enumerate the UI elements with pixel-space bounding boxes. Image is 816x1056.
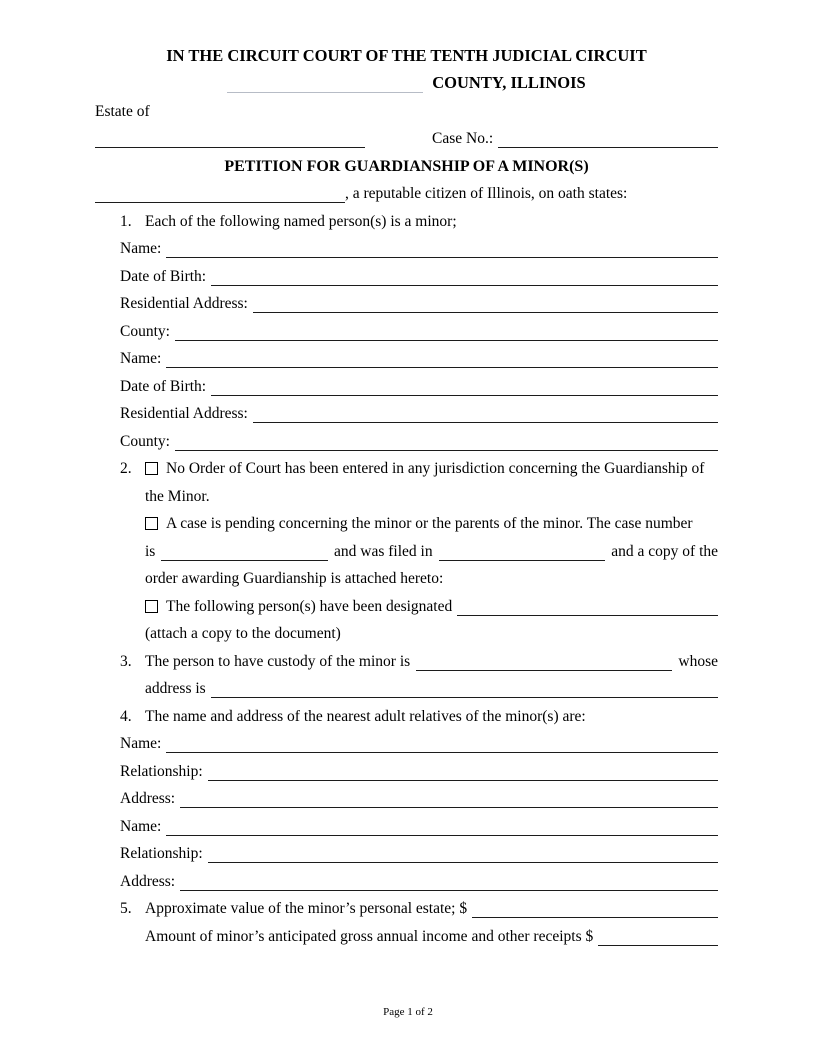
estate-name-blank[interactable] bbox=[95, 131, 365, 148]
filed-in-blank[interactable] bbox=[439, 543, 606, 560]
designated-checkbox[interactable] bbox=[145, 600, 158, 613]
address-label: Address: bbox=[120, 790, 176, 807]
case-pending-is: is bbox=[145, 542, 156, 560]
intro-row bbox=[95, 176, 718, 204]
estate-of-label: Estate of bbox=[95, 102, 150, 120]
court-header: IN THE CIRCUIT COURT OF THE TENTH JUDICIAL CIRCUIT bbox=[166, 45, 647, 65]
item-3-whose: whose bbox=[678, 652, 718, 670]
relative2-name-row bbox=[95, 808, 718, 836]
no-order-text-line1: No Order of Court has been entered in any jurisdiction concerning the Guardianship of bbox=[166, 460, 705, 477]
minor2-address-row bbox=[95, 396, 718, 424]
custody-person-blank[interactable] bbox=[416, 653, 672, 670]
case-pending-cont-row bbox=[95, 561, 718, 589]
relationship-label: Relationship: bbox=[120, 845, 203, 862]
minor1-dob-row bbox=[95, 258, 718, 286]
form-title: PETITION FOR GUARDIANSHIP OF A MINOR(S) bbox=[224, 157, 589, 175]
no-order-text-line2: the Minor. bbox=[145, 487, 210, 505]
relative1-name-blank[interactable] bbox=[166, 736, 718, 753]
intro-text: , a reputable citizen of Illinois, on oath states: bbox=[345, 185, 628, 202]
designated-blank[interactable] bbox=[457, 598, 718, 615]
minor2-county-row bbox=[95, 423, 718, 451]
minor2-dob-row bbox=[95, 368, 718, 396]
case-pending-filed: and was filed in bbox=[334, 542, 433, 560]
relative2-address-blank[interactable] bbox=[180, 873, 718, 890]
minor2-county-blank[interactable] bbox=[175, 433, 718, 450]
designated-row bbox=[95, 588, 718, 616]
name-label: Name: bbox=[120, 350, 162, 367]
item-4-row bbox=[95, 698, 718, 726]
court-header-row bbox=[95, 38, 718, 66]
relative1-name-row bbox=[95, 726, 718, 754]
case-pending-text-line1: A case is pending concerning the minor or the parents of the minor. The case number bbox=[166, 515, 693, 532]
address-label: Address: bbox=[120, 872, 176, 890]
relative1-address-blank[interactable] bbox=[180, 791, 718, 808]
name-label: Name: bbox=[120, 735, 162, 752]
item-4-text: The name and address of the nearest adult relatives of the minor(s) are: bbox=[145, 707, 586, 725]
custody-address-blank[interactable] bbox=[211, 681, 718, 698]
case-pending-copy: and a copy of the bbox=[611, 542, 719, 560]
estate-value-blank[interactable] bbox=[472, 901, 718, 918]
case-pending-blanks-row bbox=[95, 533, 718, 561]
case-pending-row bbox=[95, 506, 718, 534]
relative2-name-blank[interactable] bbox=[166, 818, 718, 835]
minor2-address-blank[interactable] bbox=[253, 406, 718, 423]
item-4-number: 4. bbox=[120, 707, 132, 725]
item-1-number: 1. bbox=[120, 212, 132, 230]
designated-text: The following person(s) have been designated bbox=[166, 597, 453, 615]
relationship-label: Relationship: bbox=[120, 762, 203, 780]
page-footer: Page 1 of 2 bbox=[383, 1006, 433, 1018]
item-5-cont-row bbox=[95, 918, 718, 946]
name-label: Name: bbox=[120, 817, 162, 835]
county-label: COUNTY, ILLINOIS bbox=[432, 73, 586, 92]
relative2-address-row bbox=[95, 863, 718, 891]
estate-of-row bbox=[95, 93, 718, 121]
item-5-line2: Amount of minor’s anticipated gross annual income and other receipts $ bbox=[145, 927, 594, 945]
dob-label: Date of Birth: bbox=[120, 267, 207, 285]
minor1-address-row bbox=[95, 286, 718, 314]
relative1-relationship-blank[interactable] bbox=[208, 763, 718, 780]
relative1-address-row bbox=[95, 781, 718, 809]
item-3-row bbox=[95, 643, 718, 671]
minor1-county-blank[interactable] bbox=[175, 323, 718, 340]
relative1-relationship-row bbox=[95, 753, 718, 781]
county-field-label: County: bbox=[120, 322, 170, 340]
minor1-dob-blank[interactable] bbox=[211, 268, 718, 285]
designated-note: (attach a copy to the document) bbox=[145, 625, 341, 642]
minor2-name-row bbox=[95, 341, 718, 369]
residential-address-label: Residential Address: bbox=[120, 405, 248, 422]
minor2-name-blank[interactable] bbox=[166, 351, 718, 368]
title-row bbox=[95, 148, 718, 176]
annual-income-blank[interactable] bbox=[598, 928, 718, 945]
minor1-name-blank[interactable] bbox=[166, 241, 718, 258]
item-1-text: Each of the following named person(s) is a minor; bbox=[145, 212, 457, 230]
item-3-number: 3. bbox=[120, 652, 132, 670]
no-order-cont-row bbox=[95, 478, 718, 506]
item-2-number: 2. bbox=[120, 460, 132, 477]
item-3-text1: The person to have custody of the minor is bbox=[145, 652, 411, 670]
minor1-address-blank[interactable] bbox=[253, 296, 718, 313]
dob-label: Date of Birth: bbox=[120, 377, 207, 395]
case-no-label: Case No.: bbox=[432, 130, 494, 147]
item-3-cont-row bbox=[95, 671, 718, 699]
petitioner-name-blank[interactable] bbox=[95, 186, 345, 203]
name-label: Name: bbox=[120, 240, 162, 257]
minor1-county-row bbox=[95, 313, 718, 341]
item-1-row bbox=[95, 203, 718, 231]
relative2-relationship-row bbox=[95, 836, 718, 864]
county-name-blank[interactable] bbox=[227, 76, 423, 93]
county-row bbox=[95, 66, 718, 94]
case-pending-checkbox[interactable] bbox=[145, 517, 158, 530]
item-5-number: 5. bbox=[120, 900, 132, 917]
case-number-blank[interactable] bbox=[161, 543, 328, 560]
no-order-checkbox[interactable] bbox=[145, 462, 158, 475]
item-5-line1: Approximate value of the minor’s personal estate; $ bbox=[145, 900, 468, 917]
relative2-relationship-blank[interactable] bbox=[208, 846, 718, 863]
case-no-blank[interactable] bbox=[498, 131, 718, 148]
minor2-dob-blank[interactable] bbox=[211, 378, 718, 395]
case-no-row bbox=[95, 121, 718, 149]
residential-address-label: Residential Address: bbox=[120, 295, 248, 312]
minor1-name-row bbox=[95, 231, 718, 259]
item-2-row bbox=[95, 451, 718, 479]
item-3-text2: address is bbox=[145, 680, 206, 697]
county-field-label: County: bbox=[120, 432, 170, 450]
case-pending-text-line3: order awarding Guardianship is attached hereto: bbox=[145, 570, 444, 587]
item-5-row bbox=[95, 891, 718, 919]
designated-note-row bbox=[95, 616, 718, 644]
